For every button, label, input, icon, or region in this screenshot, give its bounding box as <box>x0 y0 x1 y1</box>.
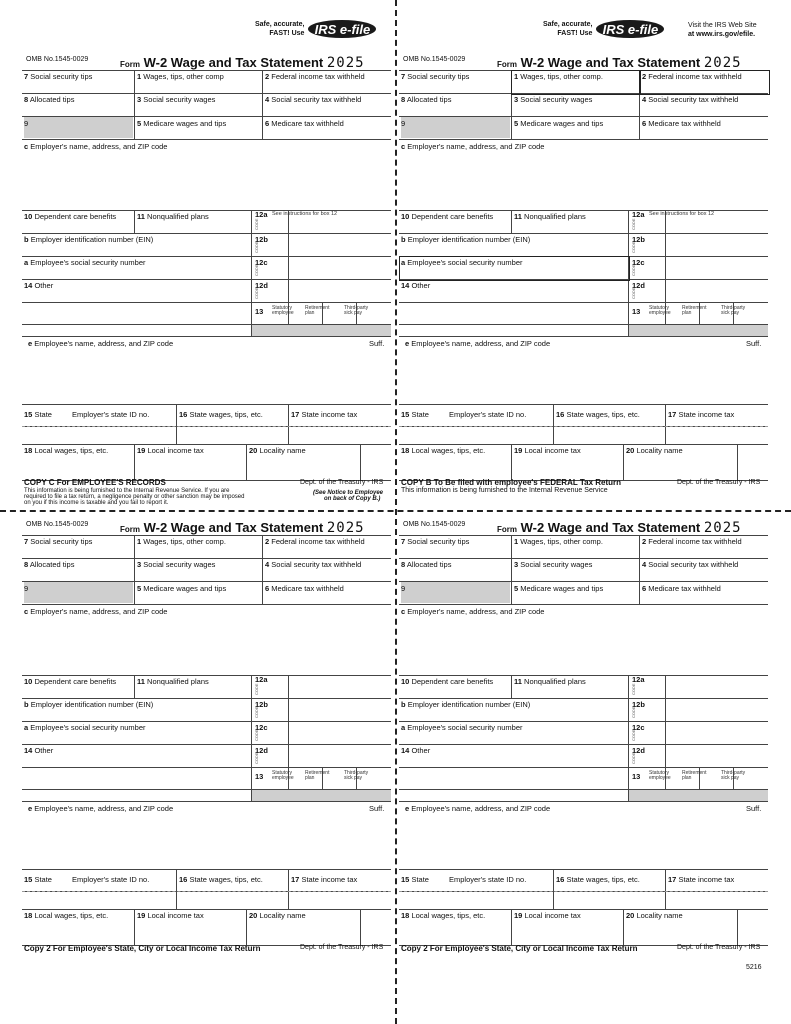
box-9-shade <box>401 582 510 603</box>
grid-line <box>623 909 624 945</box>
box-3-label: 3 Social security wages <box>514 95 593 104</box>
grid-line <box>22 721 391 722</box>
box-10-label: 10 Dependent care benefits <box>401 677 494 686</box>
grid-line <box>22 139 391 140</box>
employer-state-id-label: Employer's state ID no. <box>72 410 150 419</box>
box-1-label: 1 Wages, tips, other comp. <box>514 72 603 81</box>
grid-line <box>22 698 391 699</box>
box-12a-label: 12a <box>632 675 645 684</box>
grid-line <box>553 869 554 909</box>
box-18-label: 18 Local wages, tips, etc. <box>401 446 486 455</box>
box-17-label: 17 State income tax <box>668 410 735 419</box>
box-4-label: 4 Social security tax withheld <box>265 560 362 569</box>
grid-line <box>134 70 135 139</box>
see-notice-2: on back of Copy B.) <box>324 496 381 502</box>
box-13-label: 13 <box>255 307 264 316</box>
box-10-label: 10 Dependent care benefits <box>24 677 117 686</box>
box-c-label: c Employer's name, address, and ZIP code <box>401 142 545 151</box>
statutory-employee-label: Statutory employee <box>649 770 671 781</box>
grid-line <box>399 675 768 676</box>
efile-logo: IRS e-file <box>596 20 664 38</box>
grid-line <box>399 336 768 337</box>
box-15-label: 15 State <box>401 410 429 419</box>
box-12d-label: 12d <box>632 746 645 755</box>
grid-line <box>22 444 391 445</box>
box-6-label: 6 Medicare tax withheld <box>642 119 721 128</box>
box-12d-label: 12d <box>255 281 268 290</box>
box-19-label: 19 Local income tax <box>137 446 204 455</box>
code-label: CODE <box>631 706 636 718</box>
box-9-label: 9 <box>24 119 29 128</box>
retirement-plan-label: Retirement plan <box>682 770 707 781</box>
suffix-label: Suff. <box>369 804 385 813</box>
page-number: 5216 <box>746 964 762 971</box>
grid-line <box>399 233 768 234</box>
box-14-label: 14 Other <box>401 281 431 290</box>
grid-line <box>288 210 289 302</box>
box-8-label: 8 Allocated tips <box>401 95 452 104</box>
grid-line <box>22 93 391 94</box>
dashed-line <box>399 426 768 427</box>
box-9-label: 9 <box>24 584 29 593</box>
omb-number: OMB No.1545-0029 <box>403 56 466 63</box>
copy-c-note-2: required to file a tax return, a negligence penalty or other sanction may be imposed <box>24 494 245 500</box>
box-8-label: 8 Allocated tips <box>24 95 75 104</box>
box-12a-label: 12a <box>255 210 268 219</box>
employer-state-id-label: Employer's state ID no. <box>72 875 150 884</box>
box-20-label: 20 Locality name <box>626 911 683 920</box>
code-label: CODE <box>631 729 636 741</box>
grid-line <box>399 721 768 722</box>
retirement-plan-label: Retirement plan <box>305 770 330 781</box>
grid-line <box>511 210 512 233</box>
grid-line <box>399 869 768 870</box>
grid-line <box>22 302 391 303</box>
grid-line <box>134 675 135 698</box>
efile-badge-left: Safe, accurate, FAST! Use IRS e-file <box>255 20 376 38</box>
box-17-label: 17 State income tax <box>291 410 358 419</box>
grid-line <box>511 535 512 604</box>
box-19-label: 19 Local income tax <box>514 446 581 455</box>
box-b-label: b Employer identification number (EIN) <box>24 235 154 244</box>
box-12-note: See instructions for box 12 <box>649 211 715 217</box>
box-11-label: 11 Nonqualified plans <box>137 677 209 686</box>
grid-line <box>511 675 512 698</box>
box-1-highlight <box>511 70 641 95</box>
box-5-label: 5 Medicare wages and tips <box>514 584 604 593</box>
grid-line <box>22 767 391 768</box>
box-7-label: 7 Social security tips <box>24 72 93 81</box>
code-label: CODE <box>631 264 636 276</box>
code-label: CODE <box>631 683 636 695</box>
box-11-label: 11 Nonqualified plans <box>514 677 586 686</box>
form-title: Form W-2 Wage and Tax Statement 2025 <box>120 55 365 71</box>
dept-treasury: Dept. of the Treasury - IRS <box>300 479 384 486</box>
box-e-label: e Employee's name, address, and ZIP code <box>405 804 551 813</box>
grid-line <box>665 404 666 444</box>
box-18-label: 18 Local wages, tips, etc. <box>24 446 109 455</box>
employer-state-id-label: Employer's state ID no. <box>449 875 527 884</box>
box-9-shade <box>401 117 510 138</box>
box-7-label: 7 Social security tips <box>24 537 93 546</box>
grid-line <box>399 444 768 445</box>
dept-treasury: Dept. of the Treasury - IRS <box>300 944 384 951</box>
grid-line <box>360 444 361 480</box>
grid-line <box>134 444 135 480</box>
grid-line <box>251 210 252 336</box>
box-8-label: 8 Allocated tips <box>24 560 75 569</box>
box-19-label: 19 Local income tax <box>514 911 581 920</box>
code-label: CODE <box>254 706 259 718</box>
grid-line <box>288 675 289 767</box>
grid-line <box>246 444 247 480</box>
dashed-line <box>22 891 391 892</box>
grid-line <box>22 801 391 802</box>
grid-line <box>134 909 135 945</box>
code-label: CODE <box>254 729 259 741</box>
grid-line <box>176 404 177 444</box>
box-e-label: e Employee's name, address, and ZIP code <box>28 804 174 813</box>
box-5-label: 5 Medicare wages and tips <box>137 119 227 128</box>
box-b-label: b Employer identification number (EIN) <box>401 700 531 709</box>
third-party-sick-pay-label: Third-party sick pay <box>721 770 746 781</box>
third-party-sick-pay-label: Third-party sick pay <box>344 770 369 781</box>
grid-line <box>399 698 768 699</box>
box-12d-label: 12d <box>255 746 268 755</box>
box-7-label: 7 Social security tips <box>401 537 470 546</box>
statutory-employee-label: Statutory employee <box>272 770 294 781</box>
box-13-shade <box>629 325 768 336</box>
statutory-employee-label: Statutory employee <box>272 305 294 316</box>
box-13-label: 13 <box>255 772 264 781</box>
dashed-line <box>399 891 768 892</box>
code-label: CODE <box>631 218 636 230</box>
box-9-label: 9 <box>401 584 406 593</box>
grid-line <box>399 909 768 910</box>
box-12c-label: 12c <box>632 723 645 732</box>
grid-line <box>22 675 391 676</box>
grid-line <box>134 210 135 233</box>
box-10-label: 10 Dependent care benefits <box>24 212 117 221</box>
grid-line <box>623 444 624 480</box>
efile-badge-right: Safe, accurate, FAST! Use IRS e-file <box>543 20 664 38</box>
dept-treasury: Dept. of the Treasury - IRS <box>677 479 761 486</box>
box-2-highlight <box>639 70 770 95</box>
box-a-label: a Employee's social security number <box>24 258 146 267</box>
code-label: CODE <box>254 264 259 276</box>
copy-b-form <box>399 54 770 559</box>
box-13-shade <box>629 790 768 801</box>
efile-logo: IRS e-file <box>308 20 376 38</box>
grid-line <box>22 404 391 405</box>
grid-line <box>639 535 640 604</box>
box-12b-label: 12b <box>255 235 268 244</box>
grid-line <box>399 767 768 768</box>
grid-line <box>262 535 263 604</box>
retirement-plan-label: Retirement plan <box>305 305 330 316</box>
box-20-label: 20 Locality name <box>249 911 306 920</box>
box-4-label: 4 Social security tax withheld <box>265 95 362 104</box>
copy-c-note-1: This information is being furnished to the Internal Revenue Service. If you are <box>24 488 230 494</box>
suffix-label: Suff. <box>746 339 762 348</box>
third-party-sick-pay-label: Third-party sick pay <box>344 305 369 316</box>
omb-number: OMB No.1545-0029 <box>26 521 89 528</box>
third-party-sick-pay-label: Third-party sick pay <box>721 305 746 316</box>
box-a-label: a Employee's social security number <box>401 723 523 732</box>
grid-line <box>22 336 391 337</box>
box-14-label: 14 Other <box>24 281 54 290</box>
copy-2-form-left <box>22 519 393 1024</box>
grid-line <box>399 535 768 536</box>
grid-line <box>288 869 289 909</box>
copy-b-footer: COPY B To Be filed with employee's FEDERAL Tax Return <box>401 478 622 487</box>
box-19-label: 19 Local income tax <box>137 911 204 920</box>
code-label: CODE <box>631 752 636 764</box>
box-6-label: 6 Medicare tax withheld <box>642 584 721 593</box>
grid-line <box>399 558 768 559</box>
box-12b-label: 12b <box>632 700 645 709</box>
grid-line <box>246 909 247 945</box>
box-5-label: 5 Medicare wages and tips <box>514 119 604 128</box>
box-9-shade <box>24 117 133 138</box>
box-13-shade <box>252 325 391 336</box>
grid-line <box>22 233 391 234</box>
box-12b-label: 12b <box>255 700 268 709</box>
copy-c-note-3: on you if this income is taxable and you fail to report it. <box>24 500 169 506</box>
box-11-label: 11 Nonqualified plans <box>514 212 586 221</box>
box-2-label: 2 Federal income tax withheld <box>642 537 742 546</box>
box-16-label: 16 State wages, tips, etc. <box>556 410 640 419</box>
employer-state-id-label: Employer's state ID no. <box>449 410 527 419</box>
dept-treasury: Dept. of the Treasury - IRS <box>677 944 761 951</box>
see-notice-1: (See Notice to Employee <box>313 490 384 496</box>
grid-line <box>251 675 252 801</box>
box-a-highlight <box>399 256 630 281</box>
box-9-label: 9 <box>401 119 406 128</box>
box-b-label: b Employer identification number (EIN) <box>24 700 154 709</box>
form-title: Form W-2 Wage and Tax Statement 2025 <box>120 520 365 536</box>
grid-line <box>737 444 738 480</box>
box-a-label: a Employee's social security number <box>401 258 523 267</box>
copy-2-form-right <box>399 519 770 1024</box>
code-label: CODE <box>631 287 636 299</box>
grid-line <box>665 869 666 909</box>
grid-line <box>511 444 512 480</box>
box-16-label: 16 State wages, tips, etc. <box>179 410 263 419</box>
box-c-label: c Employer's name, address, and ZIP code <box>24 142 168 151</box>
grid-line <box>22 535 391 536</box>
box-13-label: 13 <box>632 307 641 316</box>
grid-line <box>737 909 738 945</box>
box-e-label: e Employee's name, address, and ZIP code <box>405 339 551 348</box>
dashed-line <box>22 426 391 427</box>
grid-line <box>134 535 135 604</box>
box-5-label: 5 Medicare wages and tips <box>137 584 227 593</box>
irs-website-note: Visit the IRS Web Site at www.irs.gov/efile. <box>688 22 757 38</box>
grid-line <box>665 210 666 302</box>
code-label: CODE <box>254 752 259 764</box>
grid-line <box>22 558 391 559</box>
box-4-label: 4 Social security tax withheld <box>642 95 739 104</box>
box-16-label: 16 State wages, tips, etc. <box>179 875 263 884</box>
grid-line <box>176 869 177 909</box>
form-title: Form W-2 Wage and Tax Statement 2025 <box>497 55 742 71</box>
box-c-label: c Employer's name, address, and ZIP code <box>401 607 545 616</box>
grid-line <box>22 279 391 280</box>
box-b-label: b Employer identification number (EIN) <box>401 235 531 244</box>
box-10-label: 10 Dependent care benefits <box>401 212 494 221</box>
box-2-label: 2 Federal income tax withheld <box>265 537 365 546</box>
grid-line <box>399 744 768 745</box>
box-15-label: 15 State <box>24 875 52 884</box>
grid-line <box>262 70 263 139</box>
box-17-label: 17 State income tax <box>668 875 735 884</box>
box-12a-label: 12a <box>255 675 268 684</box>
box-12c-label: 12c <box>255 723 268 732</box>
grid-line <box>22 256 391 257</box>
copy-b-note: This information is being furnished to the Internal Revenue Service <box>401 487 608 494</box>
grid-line <box>22 744 391 745</box>
form-title: Form W-2 Wage and Tax Statement 2025 <box>497 520 742 536</box>
box-17-label: 17 State income tax <box>291 875 358 884</box>
box-6-label: 6 Medicare tax withheld <box>265 584 344 593</box>
box-14-label: 14 Other <box>24 746 54 755</box>
box-1-label: 1 Wages, tips, other comp. <box>137 537 226 546</box>
box-20-label: 20 Locality name <box>249 446 306 455</box>
box-18-label: 18 Local wages, tips, etc. <box>24 911 109 920</box>
box-20-label: 20 Locality name <box>626 446 683 455</box>
grid-line <box>665 675 666 767</box>
grid-line <box>399 302 768 303</box>
box-2-label: 2 Federal income tax withheld <box>265 72 365 81</box>
vertical-perforation <box>395 0 397 1024</box>
box-9-shade <box>24 582 133 603</box>
box-13-label: 13 <box>632 772 641 781</box>
box-7-label: 7 Social security tips <box>401 72 470 81</box>
box-12-note: See instructions for box 12 <box>272 211 338 217</box>
grid-line <box>399 604 768 605</box>
copy-2-footer: Copy 2 For Employee's State, City or Local Income Tax Return <box>24 944 261 953</box>
grid-line <box>399 404 768 405</box>
suffix-label: Suff. <box>746 804 762 813</box>
suffix-label: Suff. <box>369 339 385 348</box>
box-15-label: 15 State <box>24 410 52 419</box>
box-a-label: a Employee's social security number <box>24 723 146 732</box>
grid-line <box>360 909 361 945</box>
box-4-label: 4 Social security tax withheld <box>642 560 739 569</box>
box-18-label: 18 Local wages, tips, etc. <box>401 911 486 920</box>
box-13-shade <box>252 790 391 801</box>
grid-line <box>288 404 289 444</box>
grid-line <box>22 604 391 605</box>
grid-line <box>628 675 629 801</box>
code-label: CODE <box>254 218 259 230</box>
grid-line <box>553 404 554 444</box>
box-12b-label: 12b <box>632 235 645 244</box>
code-label: CODE <box>254 241 259 253</box>
box-3-label: 3 Social security wages <box>514 560 593 569</box>
box-12c-label: 12c <box>632 258 645 267</box>
copy-2-footer: Copy 2 For Employee's State, City or Local Income Tax Return <box>401 944 638 953</box>
grid-line <box>22 869 391 870</box>
code-label: CODE <box>254 683 259 695</box>
box-12c-label: 12c <box>255 258 268 267</box>
box-14-label: 14 Other <box>401 746 431 755</box>
box-1-label: 1 Wages, tips, other comp. <box>514 537 603 546</box>
box-e-label: e Employee's name, address, and ZIP code <box>28 339 174 348</box>
grid-line <box>399 801 768 802</box>
box-1-label: 1 Wages, tips, other comp <box>137 72 224 81</box>
statutory-employee-label: Statutory employee <box>649 305 671 316</box>
box-c-label: c Employer's name, address, and ZIP code <box>24 607 168 616</box>
box-3-label: 3 Social security wages <box>137 560 216 569</box>
box-6-label: 6 Medicare tax withheld <box>265 119 344 128</box>
omb-number: OMB No.1545-0029 <box>26 56 89 63</box>
box-12a-label: 12a <box>632 210 645 219</box>
grid-line <box>22 909 391 910</box>
grid-line <box>511 909 512 945</box>
box-15-label: 15 State <box>401 875 429 884</box>
retirement-plan-label: Retirement plan <box>682 305 707 316</box>
box-12d-label: 12d <box>632 281 645 290</box>
box-16-label: 16 State wages, tips, etc. <box>556 875 640 884</box>
box-8-label: 8 Allocated tips <box>401 560 452 569</box>
copy-c-form <box>22 54 393 559</box>
box-3-label: 3 Social security wages <box>137 95 216 104</box>
code-label: CODE <box>254 287 259 299</box>
omb-number: OMB No.1545-0029 <box>403 521 466 528</box>
grid-line <box>22 70 391 71</box>
grid-line <box>399 139 768 140</box>
box-11-label: 11 Nonqualified plans <box>137 212 209 221</box>
code-label: CODE <box>631 241 636 253</box>
copy-c-footer: COPY C For EMPLOYEE'S RECORDS <box>24 478 166 487</box>
box-2-label: 2 Federal income tax withheld <box>642 72 742 81</box>
